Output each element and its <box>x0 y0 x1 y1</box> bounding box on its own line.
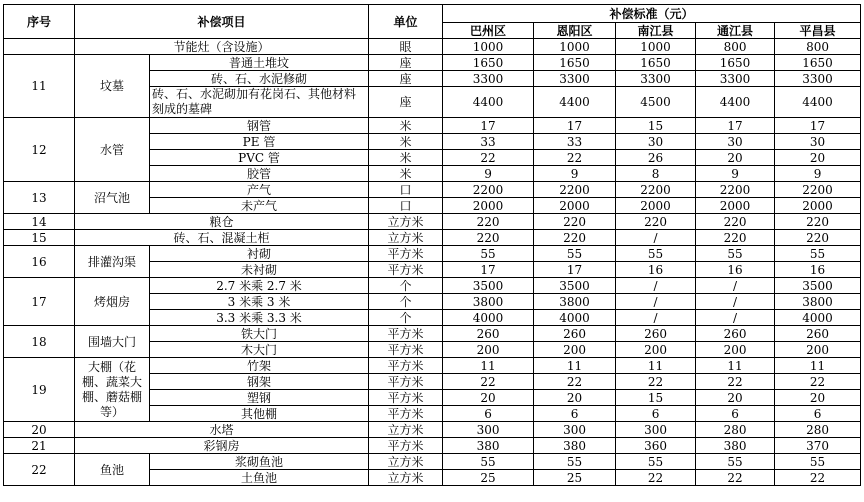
value-cell: 9 <box>775 166 861 182</box>
value-cell: 260 <box>616 326 696 342</box>
value-cell: 30 <box>775 134 861 150</box>
value-cell: 22 <box>616 470 696 486</box>
value-cell: 4000 <box>443 310 534 326</box>
value-cell: 15 <box>616 118 696 134</box>
value-cell: 55 <box>696 454 775 470</box>
value-cell: 16 <box>696 262 775 278</box>
group-cell: 围墙大门 <box>75 326 150 358</box>
value-cell: 200 <box>534 342 616 358</box>
value-cell: 220 <box>696 214 775 230</box>
value-cell: 4400 <box>443 87 534 118</box>
value-cell: / <box>696 294 775 310</box>
header-region: 通江县 <box>696 23 775 39</box>
value-cell: 6 <box>534 406 616 422</box>
value-cell: 4400 <box>534 87 616 118</box>
value-cell: 17 <box>534 262 616 278</box>
value-cell: 1000 <box>443 39 534 55</box>
header-item: 补偿项目 <box>75 5 369 39</box>
seq-cell: 13 <box>4 182 75 214</box>
value-cell: 9 <box>443 166 534 182</box>
table-row <box>4 118 861 134</box>
value-cell: / <box>616 294 696 310</box>
item-cell: 砖、石、混凝土柜 <box>75 230 369 246</box>
value-cell: 2200 <box>696 182 775 198</box>
value-cell: 360 <box>616 438 696 454</box>
seq-cell: 19 <box>4 358 75 422</box>
value-cell: 55 <box>616 454 696 470</box>
item-cell: 浆砌鱼池 <box>150 454 369 470</box>
item-cell: 砖、石、水泥砌加有花岗石、其他材料刻成的墓碑 <box>150 87 369 118</box>
value-cell: 380 <box>696 438 775 454</box>
unit-cell: 座 <box>369 71 443 87</box>
value-cell: 260 <box>534 326 616 342</box>
value-cell: 55 <box>775 246 861 262</box>
value-cell: 3300 <box>696 71 775 87</box>
value-cell: 3500 <box>775 278 861 294</box>
value-cell: 9 <box>534 166 616 182</box>
value-cell: 11 <box>696 358 775 374</box>
unit-cell: 米 <box>369 118 443 134</box>
value-cell: 25 <box>443 470 534 486</box>
table-row <box>4 182 861 198</box>
item-cell: 钢管 <box>150 118 369 134</box>
value-cell: 1650 <box>775 55 861 71</box>
group-cell: 大棚（花棚、蔬菜大棚、蘑菇棚等） <box>75 358 150 422</box>
value-cell: 11 <box>616 358 696 374</box>
item-cell: 水塔 <box>75 422 369 438</box>
value-cell: 20 <box>696 150 775 166</box>
table-row <box>4 230 861 246</box>
value-cell: / <box>616 310 696 326</box>
group-cell: 沼气池 <box>75 182 150 214</box>
unit-cell: 口 <box>369 182 443 198</box>
item-cell: 木大门 <box>150 342 369 358</box>
unit-cell: 平方米 <box>369 358 443 374</box>
table-row <box>4 55 861 71</box>
value-cell: 25 <box>534 470 616 486</box>
header-standard: 补偿标准（元） <box>443 5 861 23</box>
header-unit: 单位 <box>369 5 443 39</box>
value-cell: 17 <box>534 118 616 134</box>
item-cell: 未衬砌 <box>150 262 369 278</box>
item-cell: PVC 管 <box>150 150 369 166</box>
seq-cell: 17 <box>4 278 75 326</box>
value-cell: 55 <box>775 454 861 470</box>
seq-cell: 20 <box>4 422 75 438</box>
value-cell: 8 <box>616 166 696 182</box>
value-cell: 3800 <box>534 294 616 310</box>
value-cell: 220 <box>443 214 534 230</box>
value-cell: 11 <box>775 358 861 374</box>
value-cell: 260 <box>443 326 534 342</box>
value-cell: 6 <box>775 406 861 422</box>
seq-cell: 15 <box>4 230 75 246</box>
value-cell: 280 <box>775 422 861 438</box>
item-cell: 产气 <box>150 182 369 198</box>
value-cell: 26 <box>616 150 696 166</box>
value-cell: 200 <box>443 342 534 358</box>
value-cell: 55 <box>443 246 534 262</box>
item-cell: 3.3 米乘 3.3 米 <box>150 310 369 326</box>
compensation-table <box>3 4 861 486</box>
value-cell: 4500 <box>616 87 696 118</box>
unit-cell: 立方米 <box>369 454 443 470</box>
value-cell: 22 <box>443 150 534 166</box>
unit-cell: 座 <box>369 87 443 118</box>
unit-cell: 平方米 <box>369 342 443 358</box>
value-cell: 55 <box>696 246 775 262</box>
value-cell: / <box>616 230 696 246</box>
value-cell: 17 <box>443 118 534 134</box>
value-cell: 4400 <box>696 87 775 118</box>
value-cell: 220 <box>696 230 775 246</box>
table-row <box>4 246 861 262</box>
unit-cell: 平方米 <box>369 406 443 422</box>
value-cell: 2000 <box>616 198 696 214</box>
item-cell: 塑钢 <box>150 390 369 406</box>
table-row <box>4 358 861 374</box>
value-cell: 1650 <box>443 55 534 71</box>
value-cell: 300 <box>616 422 696 438</box>
table-row <box>4 326 861 342</box>
seq-cell: 18 <box>4 326 75 358</box>
group-cell: 烤烟房 <box>75 278 150 326</box>
value-cell: 30 <box>616 134 696 150</box>
value-cell: 1650 <box>616 55 696 71</box>
item-cell: 铁大门 <box>150 326 369 342</box>
value-cell: 2000 <box>775 198 861 214</box>
unit-cell: 平方米 <box>369 262 443 278</box>
value-cell: 1650 <box>696 55 775 71</box>
value-cell: 800 <box>775 39 861 55</box>
value-cell: 200 <box>616 342 696 358</box>
item-cell: 粮仓 <box>75 214 369 230</box>
value-cell: 3500 <box>443 278 534 294</box>
unit-cell: 米 <box>369 150 443 166</box>
table-row <box>4 422 861 438</box>
value-cell: 20 <box>534 390 616 406</box>
value-cell: 380 <box>534 438 616 454</box>
item-cell: 3 米乘 3 米 <box>150 294 369 310</box>
value-cell: 6 <box>443 406 534 422</box>
value-cell: 2200 <box>775 182 861 198</box>
item-cell: PE 管 <box>150 134 369 150</box>
value-cell: 22 <box>775 470 861 486</box>
value-cell: 3300 <box>443 71 534 87</box>
unit-cell: 米 <box>369 134 443 150</box>
value-cell: 20 <box>775 150 861 166</box>
value-cell: 22 <box>443 374 534 390</box>
value-cell: 33 <box>443 134 534 150</box>
value-cell: 2200 <box>443 182 534 198</box>
value-cell: 3800 <box>443 294 534 310</box>
group-cell: 排灌沟渠 <box>75 246 150 278</box>
item-cell: 彩钢房 <box>75 438 369 454</box>
value-cell: 4400 <box>775 87 861 118</box>
unit-cell: 个 <box>369 278 443 294</box>
value-cell: 800 <box>696 39 775 55</box>
unit-cell: 立方米 <box>369 422 443 438</box>
value-cell: 22 <box>534 150 616 166</box>
seq-cell: 16 <box>4 246 75 278</box>
table-row <box>4 214 861 230</box>
value-cell: 22 <box>534 374 616 390</box>
value-cell: 6 <box>616 406 696 422</box>
unit-cell: 座 <box>369 55 443 71</box>
value-cell: 11 <box>534 358 616 374</box>
value-cell: 300 <box>443 422 534 438</box>
item-cell: 土鱼池 <box>150 470 369 486</box>
value-cell: 22 <box>696 374 775 390</box>
value-cell: 6 <box>696 406 775 422</box>
group-cell: 鱼池 <box>75 454 150 486</box>
table-row <box>4 39 861 55</box>
value-cell: 17 <box>775 118 861 134</box>
seq-cell: 21 <box>4 438 75 454</box>
value-cell: 300 <box>534 422 616 438</box>
value-cell: 2000 <box>696 198 775 214</box>
table-row <box>4 438 861 454</box>
value-cell: 11 <box>443 358 534 374</box>
value-cell: 16 <box>616 262 696 278</box>
unit-cell: 平方米 <box>369 326 443 342</box>
value-cell: 3500 <box>534 278 616 294</box>
unit-cell: 米 <box>369 166 443 182</box>
value-cell: 1000 <box>616 39 696 55</box>
value-cell: 22 <box>775 374 861 390</box>
value-cell: 260 <box>775 326 861 342</box>
header-region: 平昌县 <box>775 23 861 39</box>
header-region: 南江县 <box>616 23 696 39</box>
value-cell: 17 <box>443 262 534 278</box>
value-cell: 220 <box>534 230 616 246</box>
value-cell: 220 <box>534 214 616 230</box>
value-cell: 22 <box>696 470 775 486</box>
unit-cell: 平方米 <box>369 374 443 390</box>
unit-cell: 立方米 <box>369 470 443 486</box>
item-cell: 砖、石、水泥修砌 <box>150 71 369 87</box>
group-cell: 水管 <box>75 118 150 182</box>
value-cell: 220 <box>775 214 861 230</box>
value-cell: 15 <box>616 390 696 406</box>
seq-cell: 12 <box>4 118 75 182</box>
value-cell: 4000 <box>775 310 861 326</box>
value-cell: 3300 <box>534 71 616 87</box>
header-region: 恩阳区 <box>534 23 616 39</box>
value-cell: 370 <box>775 438 861 454</box>
value-cell: 55 <box>534 454 616 470</box>
value-cell: 20 <box>696 390 775 406</box>
unit-cell: 个 <box>369 294 443 310</box>
seq-cell: 11 <box>4 55 75 118</box>
value-cell: 260 <box>696 326 775 342</box>
value-cell: 3800 <box>775 294 861 310</box>
value-cell: 1650 <box>534 55 616 71</box>
item-cell: 胶管 <box>150 166 369 182</box>
unit-cell: 平方米 <box>369 390 443 406</box>
value-cell: 55 <box>443 454 534 470</box>
table-row <box>4 454 861 470</box>
value-cell: 3300 <box>616 71 696 87</box>
value-cell: 17 <box>696 118 775 134</box>
value-cell: / <box>696 310 775 326</box>
value-cell: 1000 <box>534 39 616 55</box>
unit-cell: 平方米 <box>369 438 443 454</box>
seq-cell <box>4 39 75 55</box>
unit-cell: 立方米 <box>369 214 443 230</box>
unit-cell: 平方米 <box>369 246 443 262</box>
unit-cell: 个 <box>369 310 443 326</box>
value-cell: / <box>696 278 775 294</box>
value-cell: 280 <box>696 422 775 438</box>
value-cell: 55 <box>616 246 696 262</box>
item-cell: 衬砌 <box>150 246 369 262</box>
value-cell: 55 <box>534 246 616 262</box>
seq-cell: 14 <box>4 214 75 230</box>
item-cell: 2.7 米乘 2.7 米 <box>150 278 369 294</box>
value-cell: 220 <box>775 230 861 246</box>
value-cell: 2200 <box>616 182 696 198</box>
value-cell: 220 <box>616 214 696 230</box>
value-cell: 20 <box>443 390 534 406</box>
header-region: 巴州区 <box>443 23 534 39</box>
unit-cell: 眼 <box>369 39 443 55</box>
item-cell: 普通土堆坟 <box>150 55 369 71</box>
value-cell: 16 <box>775 262 861 278</box>
value-cell: 380 <box>443 438 534 454</box>
value-cell: 4000 <box>534 310 616 326</box>
value-cell: 30 <box>696 134 775 150</box>
unit-cell: 口 <box>369 198 443 214</box>
item-cell: 其他棚 <box>150 406 369 422</box>
value-cell: 2000 <box>534 198 616 214</box>
value-cell: 200 <box>696 342 775 358</box>
unit-cell: 立方米 <box>369 230 443 246</box>
value-cell: 22 <box>616 374 696 390</box>
value-cell: 33 <box>534 134 616 150</box>
value-cell: / <box>616 278 696 294</box>
value-cell: 3300 <box>775 71 861 87</box>
header-seq: 序号 <box>4 5 75 39</box>
value-cell: 9 <box>696 166 775 182</box>
value-cell: 2000 <box>443 198 534 214</box>
item-cell: 钢架 <box>150 374 369 390</box>
value-cell: 2200 <box>534 182 616 198</box>
item-cell: 未产气 <box>150 198 369 214</box>
item-cell: 节能灶（含设施） <box>75 39 369 55</box>
table-row <box>4 278 861 294</box>
header-row <box>4 5 861 23</box>
value-cell: 220 <box>443 230 534 246</box>
item-cell: 竹架 <box>150 358 369 374</box>
value-cell: 200 <box>775 342 861 358</box>
value-cell: 20 <box>775 390 861 406</box>
seq-cell: 22 <box>4 454 75 486</box>
group-cell: 坟墓 <box>75 55 150 118</box>
